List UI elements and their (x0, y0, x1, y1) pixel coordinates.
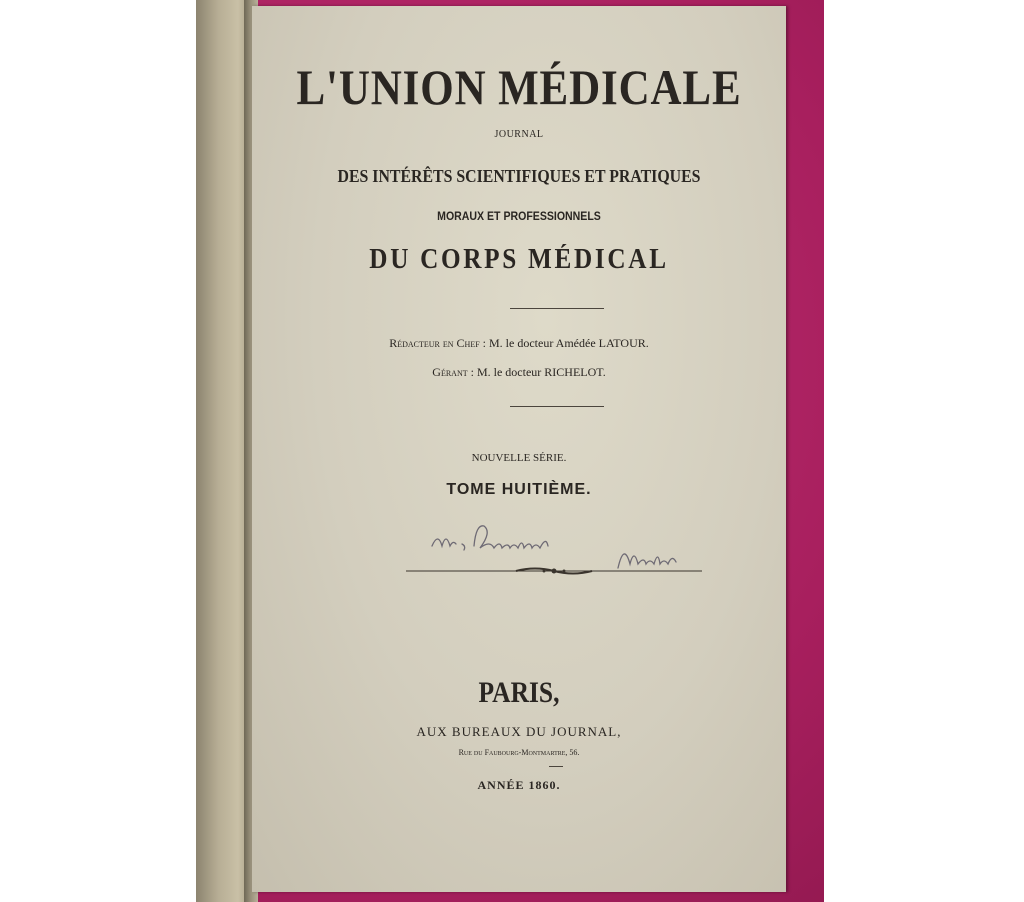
redacteur-name: M. le docteur Amédée LATOUR. (489, 336, 649, 350)
imprint-address: Rue du Faubourg-Montmartre, 56. (458, 748, 580, 757)
divider-rule (510, 308, 604, 309)
imprint-year: ANNÉE 1860. (477, 778, 561, 792)
journal-title: L'UNION MÉDICALE (296, 59, 742, 115)
title-page (252, 6, 786, 892)
subtitle-line-3: DU CORPS MÉDICAL (369, 244, 669, 275)
gerant-label: Gérant (432, 365, 468, 379)
gerant-name: M. le docteur RICHELOT. (476, 365, 606, 379)
series-label: NOUVELLE SÉRIE. (471, 452, 567, 464)
divider-rule (549, 766, 563, 767)
decorative-ornament (406, 564, 702, 578)
divider-rule (510, 406, 604, 407)
gerant-line: Gérant : M. le docteur RICHELOT. (432, 365, 606, 379)
journal-label: JOURNAL (494, 129, 544, 140)
subtitle-line-1: DES INTÉRÊTS SCIENTIFIQUES ET PRATIQUES (337, 166, 701, 186)
tome-label: TOME HUITIÈME. (446, 481, 592, 498)
redacteur-line: Rédacteur en Chef : M. le docteur Amédée LATOUR. (389, 336, 649, 350)
imprint-bureaux: AUX BUREAUX DU JOURNAL, (416, 724, 622, 739)
redacteur-label: Rédacteur en Chef (389, 336, 480, 350)
book-photo (196, 0, 824, 902)
imprint-city: PARIS, (478, 676, 560, 709)
subtitle-line-2: MORAUX ET PROFESSIONNELS (437, 209, 601, 223)
